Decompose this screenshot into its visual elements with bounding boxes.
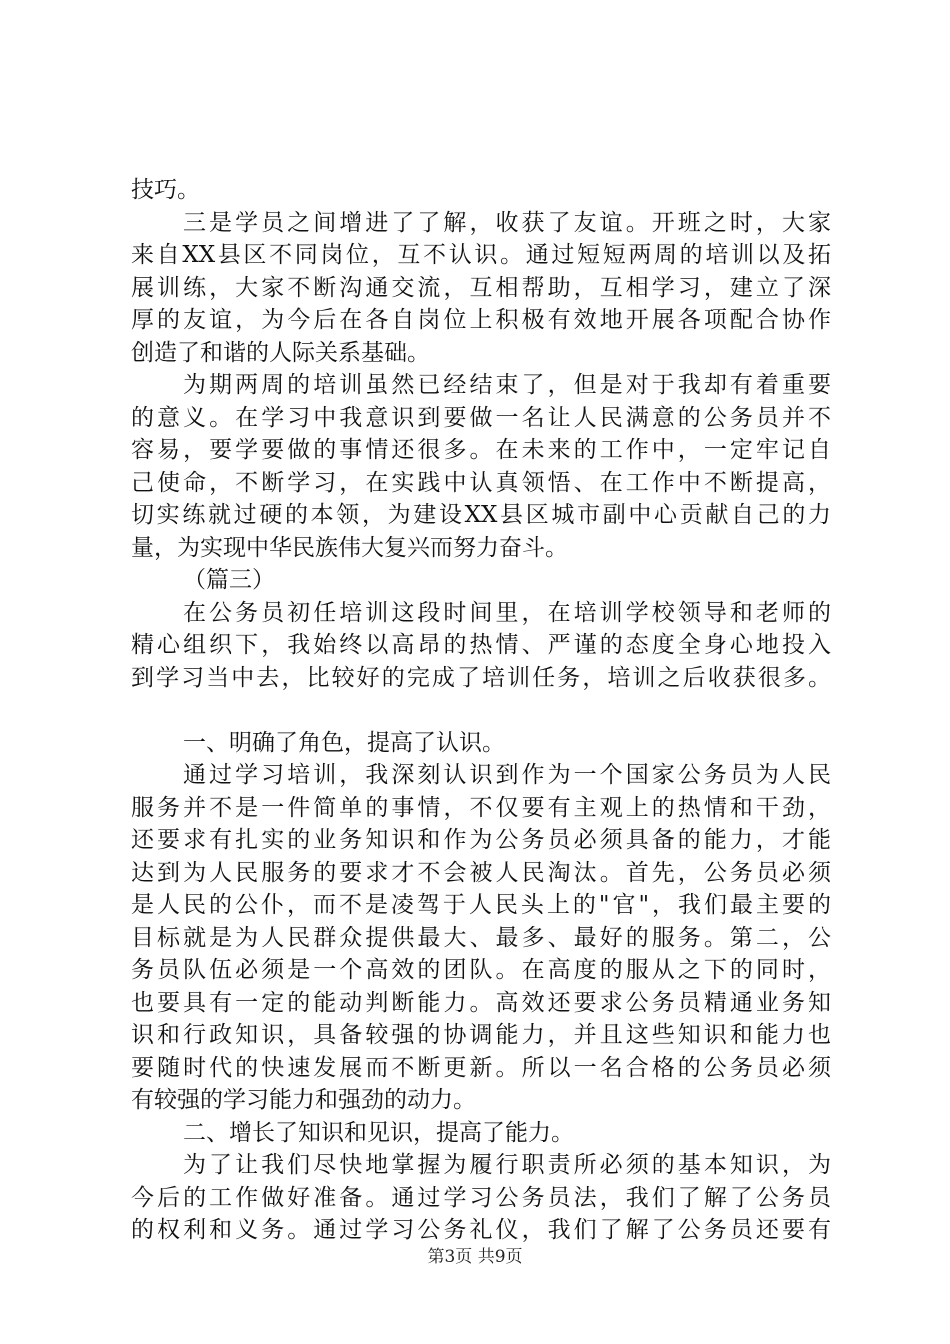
- text-line: 技巧。: [131, 177, 200, 203]
- text-line: 一、明确了角色，提高了认识。: [183, 729, 505, 756]
- text-line: 通过学习培训，我深刻认识到作为一个国家公务员为人民: [183, 762, 831, 788]
- text-line: 厚的友谊，为今后在各自岗位上积极有效地开展各项配合协作: [131, 307, 831, 333]
- text-line: 也要具有一定的能动判断能力。高效还要求公务员精通业务知: [131, 989, 831, 1016]
- text-line: 创造了和谐的人际关系基础。: [131, 339, 430, 366]
- text-line: 的意义。在学习中我意识到要做一名让人民满意的公务员并不: [131, 404, 831, 431]
- text-line: 量，为实现中华民族伟大复兴而努力奋斗。: [131, 534, 568, 561]
- text-line: 要随时代的快速发展而不断更新。所以一名合格的公务员必须: [131, 1054, 831, 1081]
- page-footer: 第3页 共9页: [427, 1247, 523, 1267]
- text-line: 的权利和义务。通过学习公务礼仪，我们了解了公务员还要有: [131, 1217, 831, 1243]
- text-line: 务员队伍必须是一个高效的团队。在高度的服从之下的同时，: [131, 957, 831, 983]
- text-line: 达到为人民服务的要求才不会被人民淘汰。首先，公务员必须: [131, 859, 831, 886]
- text-line: 容易，要学要做的事情还很多。在未来的工作中，一定牢记自: [131, 437, 831, 463]
- text-line: （篇三）: [183, 567, 275, 593]
- text-line: 三是学员之间增进了了解，收获了友谊。开班之时，大家: [183, 209, 831, 236]
- text-line: 精心组织下，我始终以高昂的热情、严谨的态度全身心地投入: [131, 632, 831, 658]
- text-line: 识和行政知识，具备较强的协调能力，并且这些知识和能力也: [131, 1022, 831, 1048]
- text-line: 二、增长了知识和见识，提高了能力。: [183, 1119, 574, 1146]
- text-line: 服务并不是一件简单的事情，不仅要有主观上的热情和干劲，: [131, 794, 831, 821]
- text-line: 目标就是为人民群众提供最大、最多、最好的服务。第二，公: [131, 924, 831, 951]
- text-line: 展训练，大家不断沟通交流，互相帮助，互相学习，建立了深: [131, 274, 831, 301]
- text-line: 切实练就过硬的本领，为建设XX县区城市副中心贡献自己的力: [131, 502, 831, 528]
- text-line: 为了让我们尽快地掌握为履行职责所必须的基本知识，为: [183, 1152, 831, 1178]
- text-line: 今后的工作做好准备。通过学习公务员法，我们了解了公务员: [131, 1184, 831, 1211]
- text-line: 在公务员初任培训这段时间里，在培训学校领导和老师的: [183, 599, 831, 626]
- text-line: 为期两周的培训虽然已经结束了，但是对于我却有着重要: [183, 372, 831, 398]
- text-line: 有较强的学习能力和强劲的动力。: [131, 1087, 476, 1113]
- text-line: 还要求有扎实的业务知识和作为公务员必须具备的能力，才能: [131, 827, 831, 853]
- text-line: 到学习当中去，比较好的完成了培训任务，培训之后收获很多。: [131, 664, 831, 691]
- text-line: [131, 694, 831, 727]
- text-line: 来自XX县区不同岗位，互不认识。通过短短两周的培训以及拓: [131, 242, 831, 268]
- text-line: 己使命，不断学习，在实践中认真领悟、在工作中不断提高，: [131, 469, 831, 496]
- text-line: 是人民的公仆，而不是凌驾于人民头上的"官"，我们最主要的: [131, 892, 831, 918]
- document-body: [131, 174, 831, 1247]
